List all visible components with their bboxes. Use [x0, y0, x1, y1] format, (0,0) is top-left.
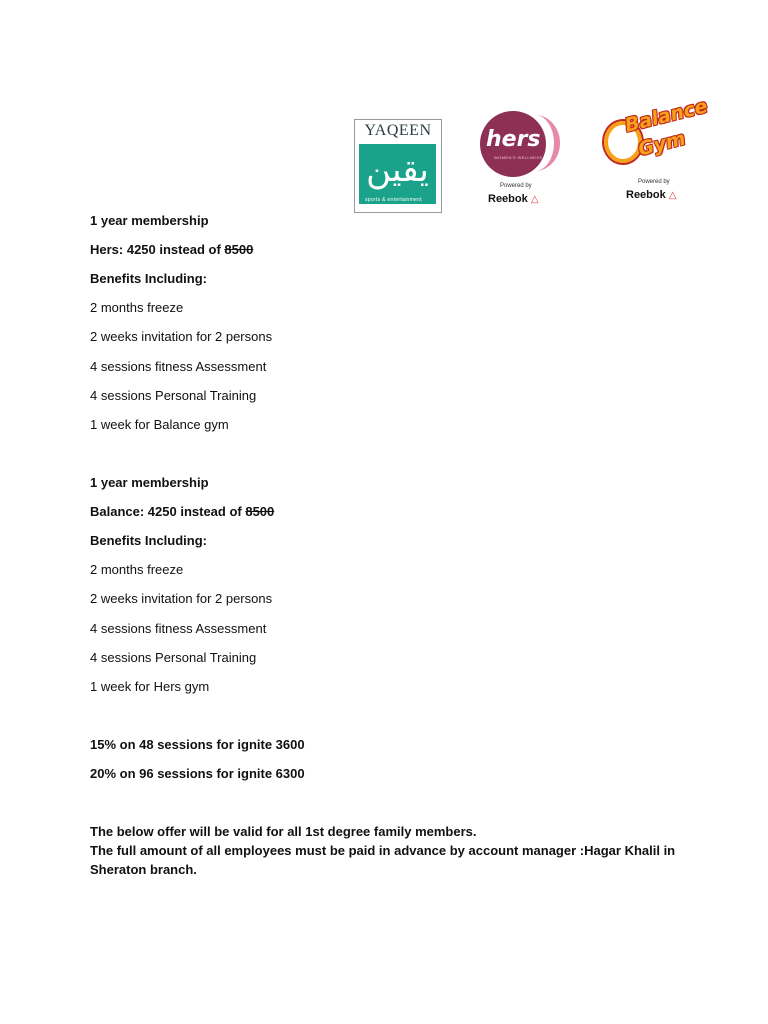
balance-reebok-wordmark [626, 189, 677, 201]
balance-reebok-text: Reebok [626, 189, 666, 201]
hers-reebok-wordmark [488, 193, 539, 205]
hers-benefit-item: 1 week for Balance gym [90, 417, 229, 432]
yaqeen-logo [354, 119, 442, 213]
balance-benefit-item: 4 sessions fitness Assessment [90, 621, 267, 636]
hers-logo-word: hers [486, 127, 541, 152]
yaqeen-logo-title: YAQEEN [364, 122, 432, 139]
balance-powered-by: Powered by [638, 179, 670, 185]
balance-benefit-item: 1 week for Hers gym [90, 679, 210, 694]
balance-benefit-item: 2 months freeze [90, 562, 184, 577]
logo-strip [352, 95, 722, 217]
ignite-offer-48: 15% on 48 sessions for ignite 3600 [90, 737, 305, 752]
yaqeen-logo-mark [359, 144, 436, 204]
balance-price-prefix: Balance: 4250 instead of [90, 504, 246, 519]
balance-offer-heading: 1 year membership [90, 475, 209, 490]
hers-offer-price [90, 241, 253, 259]
balance-benefit-item: 2 weeks invitation for 2 persons [90, 591, 273, 606]
balance-benefit-item: 4 sessions Personal Training [90, 650, 257, 665]
hers-price-old: 8500 [224, 242, 254, 257]
hers-benefit-item: 4 sessions fitness Assessment [90, 359, 267, 374]
reebok-delta-icon: △ [530, 194, 539, 205]
hers-benefits-title: Benefits Including: [90, 271, 207, 286]
hers-powered-by: Powered by [500, 183, 532, 189]
reebok-delta-icon: △ [668, 190, 677, 201]
yaqeen-arabic-wordmark: يقين [366, 150, 429, 190]
balance-logo-word: Balance [622, 95, 710, 137]
balance-gym-logo [598, 95, 718, 213]
payment-note: The full amount of all employees must be paid in advance by account manager :Hagar Khalil in Sheraton branch. [90, 843, 676, 877]
family-validity-note: The below offer will be valid for all 1st degree family members. [90, 824, 477, 839]
gym-logo-word: Gym [636, 127, 688, 161]
balance-offer-price [90, 503, 274, 521]
balance-benefits-title: Benefits Including: [90, 533, 207, 548]
hers-benefit-item: 4 sessions Personal Training [90, 388, 257, 403]
ignite-offer-96: 20% on 96 sessions for ignite 6300 [90, 766, 305, 781]
hers-reebok-text: Reebok [488, 193, 528, 205]
hers-benefit-item: 2 months freeze [90, 300, 184, 315]
hers-offer-heading: 1 year membership [90, 213, 209, 228]
hers-logo-subtitle: WOMEN'S WELLNESS [494, 155, 543, 160]
yaqeen-tagline: sports & entertainment [365, 197, 422, 203]
hers-benefit-item: 2 weeks invitation for 2 persons [90, 329, 273, 344]
footer-notes [90, 822, 690, 879]
balance-price-old: 8500 [245, 504, 275, 519]
hers-price-prefix: Hers: 4250 instead of [90, 242, 225, 257]
hers-logo [470, 103, 580, 215]
